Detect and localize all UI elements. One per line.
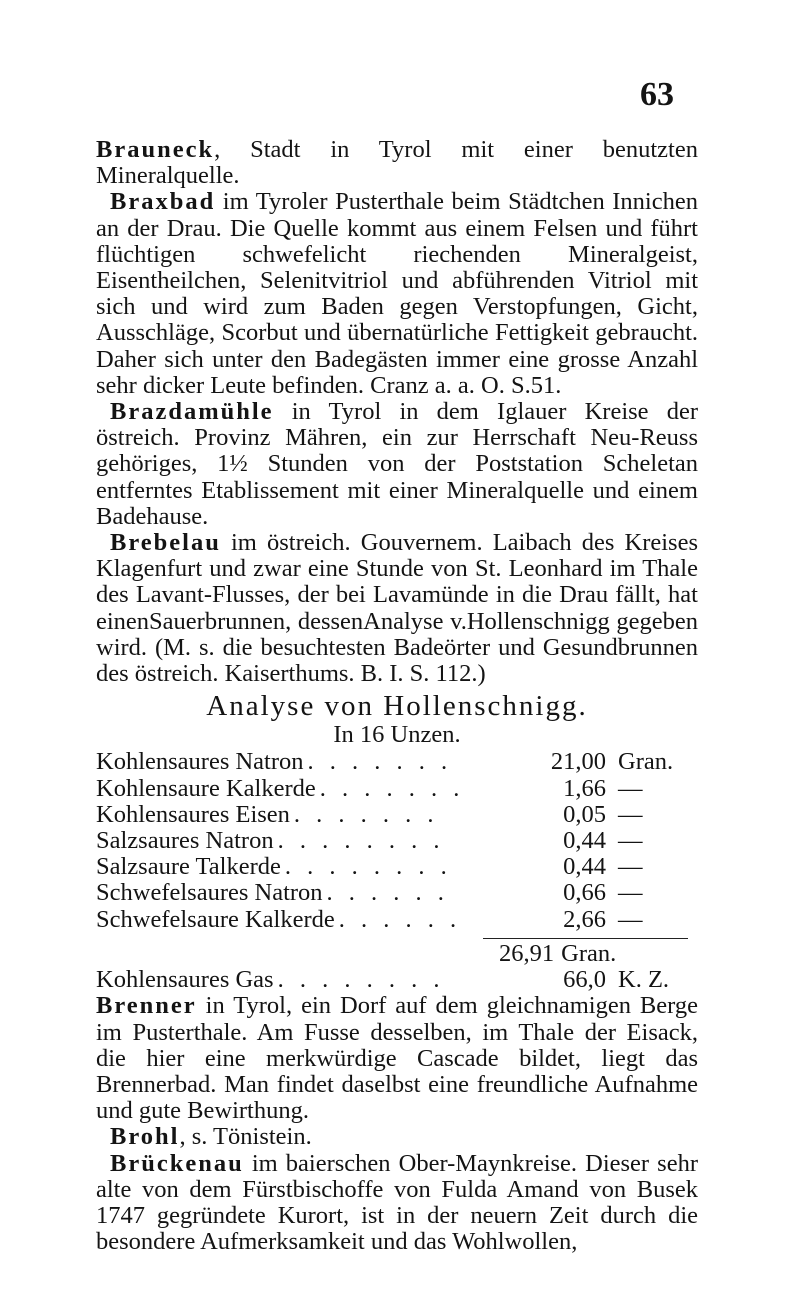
row-dots: . . . . . . <box>326 880 449 907</box>
row-dots: . . . . . . . <box>293 801 439 828</box>
row-dots: . . . . . . . <box>307 749 453 776</box>
row-unit: — <box>618 879 643 907</box>
entry-braxbad <box>96 189 698 399</box>
row-label: Schwefelsaure Kalkerde <box>96 905 335 933</box>
entry-brauneck <box>96 137 698 189</box>
entry-text: im baierschen Ober-Maynkreise. Dieser sehr alte von dem Fürstbischoffe von Fulda Amand von Busek 1747 gegründete Kurort, ist in der neuern Zeit durch die besondere Aufmerksamkeit und das Wohlwollen, <box>96 1149 698 1256</box>
analysis-title: Analyse von Hollenschnigg. <box>206 690 588 723</box>
row-unit: — <box>618 774 643 802</box>
entry-headword: Braxbad <box>110 188 216 216</box>
row-value: 0,44 <box>563 853 606 881</box>
entry-text: in Tyrol, ein Dorf auf dem gleichnamigen Berge im Pusterthale. Am Fusse desselben, im Thale der Eisack, die hier eine merkwürdige Cascade bildet, liegt das Brennerbad. Man findet daselbst eine freundliche Aufnahme und gute Bewirthung. <box>96 992 698 1125</box>
row-label: Salzsaure Talkerde <box>96 853 281 881</box>
entry-brohl <box>96 1124 698 1150</box>
row-value: 21,00 <box>550 748 606 776</box>
gas-dots: . . . . . . . . <box>277 967 445 994</box>
row-label: Kohlensaures Natron <box>96 748 304 776</box>
entry-text: , s. Tönistein. <box>179 1123 312 1151</box>
gas-label: Kohlensaures Gas <box>96 966 274 994</box>
row-value: 1,66 <box>563 774 606 802</box>
table-row <box>96 880 698 906</box>
row-unit: Gran. <box>618 748 674 776</box>
row-dots: . . . . . . . . <box>284 854 452 881</box>
row-unit: — <box>618 853 643 881</box>
row-dots: . . . . . . <box>338 906 462 933</box>
gas-value: 66,0 <box>563 966 606 994</box>
table-row <box>96 776 698 802</box>
row-value: 2,66 <box>563 905 606 933</box>
sum-value: 26,91 <box>499 939 555 967</box>
row-unit: — <box>618 905 643 933</box>
gas-unit: K. Z. <box>618 966 670 994</box>
entry-brueckenau <box>96 1151 698 1256</box>
row-value: 0,66 <box>563 879 606 907</box>
row-label: Salzsaures Natron <box>96 827 274 855</box>
entry-text: in Tyrol in dem Iglauer Kreise der östreich. Provinz Mähren, ein zur Herrschaft Neu-Reuss gehöriges, 1½ Stunden von der Poststation Scheletan entferntes Etablissement mit einer Mineralquelle und einem Badehause. <box>96 398 698 530</box>
gas-row <box>96 967 698 993</box>
page-number: 63 <box>640 76 674 113</box>
row-label: Kohlensaure Kalkerde <box>96 774 316 802</box>
table-row <box>96 854 698 880</box>
sum-rule <box>483 938 688 939</box>
row-label: Schwefelsaures Natron <box>96 879 323 907</box>
row-unit: — <box>618 800 643 828</box>
text-column <box>96 137 698 1255</box>
entry-brenner <box>96 993 698 1124</box>
entry-headword: Brohl <box>110 1123 180 1151</box>
sum-unit: Gran. <box>561 939 617 967</box>
row-unit: — <box>618 827 643 855</box>
analysis-table <box>96 690 698 993</box>
entry-brazdamuehle <box>96 399 698 530</box>
entry-text: im östreich. Gouvernem. Laibach des Kreises Klagenfurt und zwar eine Stunde von St. Leonhard im Thale des Lavant-Flusses, der bei Lavamünde in die Drau fällt, hat einenSauerbrunnen, dessenAnalyse v.Hollenschnigg gegeben wird. (M. s. die besuchtesten Badeörter und Gesundbrunnen des östreich. Kaiserthums. B. I. S. 112.) <box>96 529 698 688</box>
entry-headword: Brenner <box>96 992 197 1020</box>
entry-headword: Brebelau <box>110 529 221 557</box>
row-value: 0,44 <box>563 827 606 855</box>
row-dots: . . . . . . . <box>319 775 465 802</box>
table-row <box>96 907 698 933</box>
row-dots: . . . . . . . . <box>277 828 445 855</box>
entry-headword: Brazdamühle <box>110 398 274 426</box>
table-row <box>96 828 698 854</box>
entry-headword: Brauneck <box>96 136 215 163</box>
entry-text: , Stadt in Tyrol mit einer benutzten Mineralquelle. <box>96 136 698 190</box>
row-value: 0,05 <box>563 800 606 828</box>
entry-brebelau <box>96 530 698 687</box>
row-label: Kohlensaures Eisen <box>96 800 290 828</box>
table-row <box>96 749 698 775</box>
analysis-subtitle: In 16 Unzen. <box>333 721 461 749</box>
table-row <box>96 802 698 828</box>
entry-text: im Tyroler Pusterthale beim Städtchen Innichen an der Drau. Die Quelle kommt aus einem Felsen und führt flüchtigen schwefelicht riechenden Mineralgeist, Eisentheilchen, Selenitvitriol und abführenden Vitriol mit sich und wird zum Baden gegen Verstopfungen, Gicht, Ausschläge, Scorbut und übernatürliche Fettigkeit gebraucht. Daher sich unter den Badegästen immer eine grosse Anzahl sehr dicker Leute befinden. Cranz a. a. O. S.51. <box>96 188 698 399</box>
entry-headword: Brückenau <box>110 1149 244 1177</box>
sum-row <box>96 941 698 967</box>
